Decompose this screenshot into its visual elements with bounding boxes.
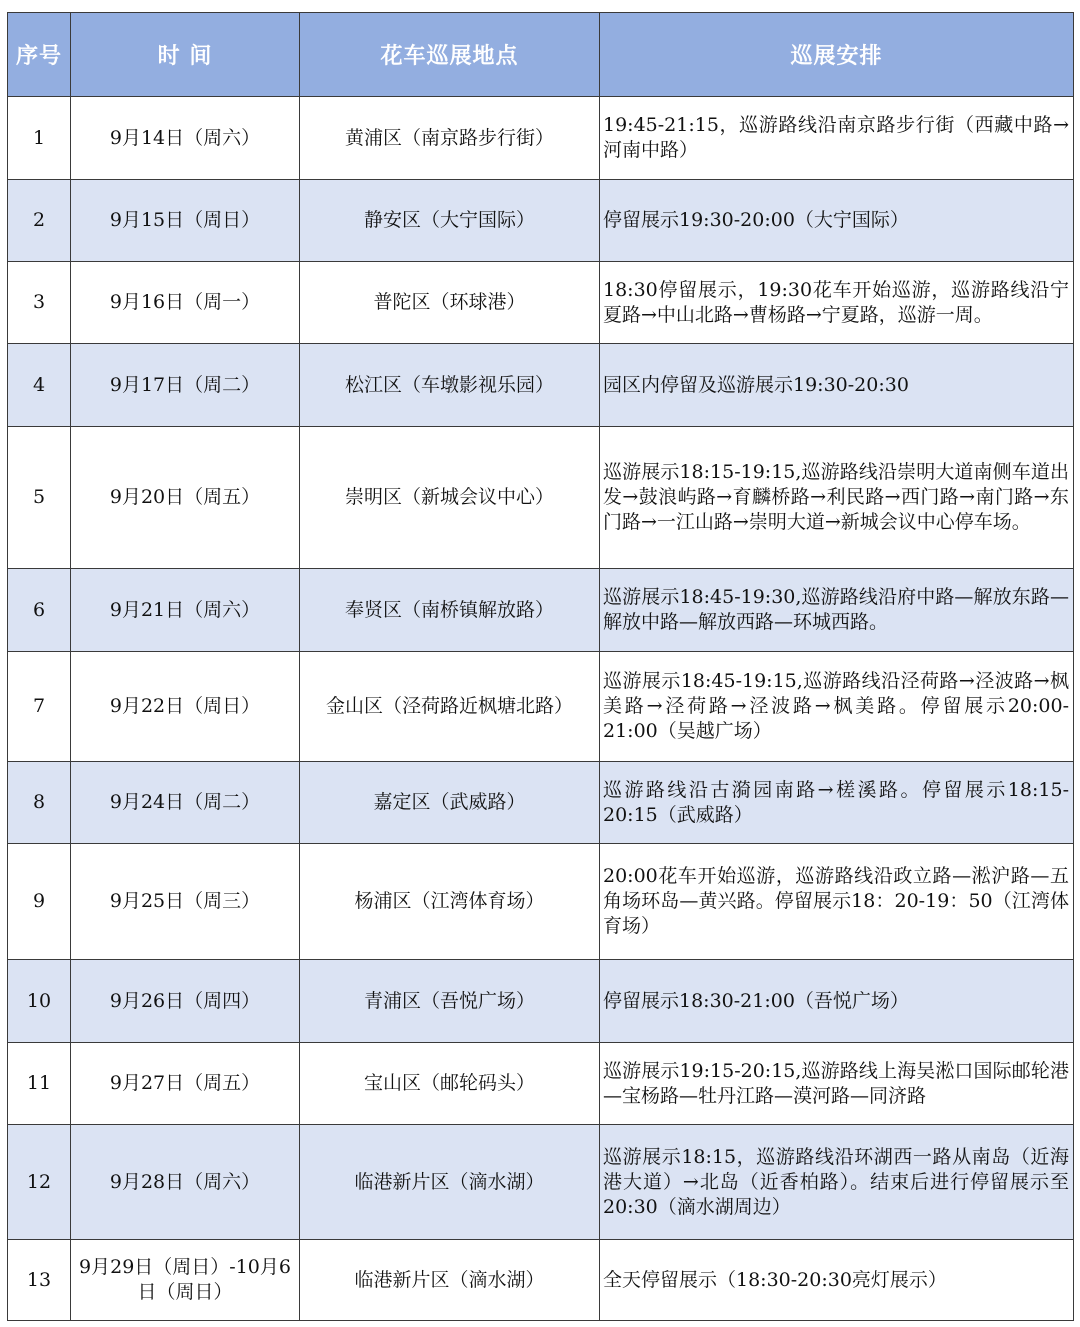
row-index: 8 <box>8 762 71 844</box>
row-location: 松江区（车墩影视乐园） <box>300 344 600 427</box>
table-row <box>8 960 1074 1043</box>
row-index: 11 <box>8 1043 71 1125</box>
float-parade-schedule-table <box>7 12 1074 1321</box>
row-arrangement: 巡游路线沿古漪园南路→槎溪路。停留展示18:15-20:15（武威路） <box>600 762 1074 844</box>
row-arrangement: 停留展示19:30-20:00（大宁国际） <box>600 180 1074 262</box>
row-arrangement: 全天停留展示（18:30-20:30亮灯展示） <box>600 1240 1074 1321</box>
row-arrangement: 巡游展示18:15，巡游路线沿环湖西一路从南岛（近海港大道）→北岛（近香柏路）。结束后进行停留展示至20:30（滴水湖周边） <box>600 1125 1074 1240</box>
header-index: 序号 <box>8 13 71 97</box>
table-row <box>8 1125 1074 1240</box>
table-row <box>8 652 1074 762</box>
table-row <box>8 1043 1074 1125</box>
row-index: 4 <box>8 344 71 427</box>
row-index: 1 <box>8 97 71 180</box>
table-row <box>8 97 1074 180</box>
row-index: 9 <box>8 844 71 960</box>
row-location: 普陀区（环球港） <box>300 262 600 344</box>
row-index: 6 <box>8 569 71 652</box>
row-date: 9月27日（周五） <box>71 1043 300 1125</box>
row-date: 9月17日（周二） <box>71 344 300 427</box>
row-location: 青浦区（吾悦广场） <box>300 960 600 1043</box>
row-arrangement: 巡游展示18:45-19:15,巡游路线沿泾荷路→泾波路→枫美路→泾荷路→泾波路→枫美路。停留展示20:00-21:00（吴越广场） <box>600 652 1074 762</box>
row-location: 临港新片区（滴水湖） <box>300 1240 600 1321</box>
row-date: 9月26日（周四） <box>71 960 300 1043</box>
header-location: 花车巡展地点 <box>300 13 600 97</box>
table-header-row <box>8 13 1074 97</box>
table-row <box>8 180 1074 262</box>
row-date: 9月24日（周二） <box>71 762 300 844</box>
row-location: 黄浦区（南京路步行街） <box>300 97 600 180</box>
table-row <box>8 1240 1074 1321</box>
row-location: 宝山区（邮轮码头） <box>300 1043 600 1125</box>
row-date: 9月22日（周日） <box>71 652 300 762</box>
row-index: 12 <box>8 1125 71 1240</box>
table-row <box>8 427 1074 569</box>
row-index: 7 <box>8 652 71 762</box>
row-location: 金山区（泾荷路近枫塘北路） <box>300 652 600 762</box>
row-location: 奉贤区（南桥镇解放路） <box>300 569 600 652</box>
row-location: 崇明区（新城会议中心） <box>300 427 600 569</box>
row-date: 9月16日（周一） <box>71 262 300 344</box>
table-row <box>8 262 1074 344</box>
row-location: 临港新片区（滴水湖） <box>300 1125 600 1240</box>
row-arrangement: 停留展示18:30-21:00（吾悦广场） <box>600 960 1074 1043</box>
row-date: 9月29日（周日）-10月6日（周日） <box>71 1240 300 1321</box>
row-index: 13 <box>8 1240 71 1321</box>
row-location: 嘉定区（武威路） <box>300 762 600 844</box>
schedule-document <box>7 12 1073 1321</box>
row-date: 9月14日（周六） <box>71 97 300 180</box>
row-index: 10 <box>8 960 71 1043</box>
table-row <box>8 762 1074 844</box>
table-row <box>8 569 1074 652</box>
row-arrangement: 巡游展示19:15-20:15,巡游路线上海吴淞口国际邮轮港—宝杨路—牡丹江路—漠河路—同济路 <box>600 1043 1074 1125</box>
row-index: 5 <box>8 427 71 569</box>
table-row <box>8 344 1074 427</box>
table-row <box>8 844 1074 960</box>
row-arrangement: 巡游展示18:45-19:30,巡游路线沿府中路—解放东路—解放中路—解放西路—环城西路。 <box>600 569 1074 652</box>
row-date: 9月28日（周六） <box>71 1125 300 1240</box>
row-date: 9月15日（周日） <box>71 180 300 262</box>
row-arrangement: 园区内停留及巡游展示19:30-20:30 <box>600 344 1074 427</box>
row-date: 9月21日（周六） <box>71 569 300 652</box>
row-index: 2 <box>8 180 71 262</box>
row-date: 9月25日（周三） <box>71 844 300 960</box>
header-arrangement: 巡展安排 <box>600 13 1074 97</box>
row-arrangement: 20:00花车开始巡游，巡游路线沿政立路—淞沪路—五角场环岛—黄兴路。停留展示18：20-19：50（江湾体育场） <box>600 844 1074 960</box>
row-location: 静安区（大宁国际） <box>300 180 600 262</box>
row-arrangement: 18:30停留展示，19:30花车开始巡游，巡游路线沿宁夏路→中山北路→曹杨路→宁夏路，巡游一周。 <box>600 262 1074 344</box>
header-time: 时 间 <box>71 13 300 97</box>
row-arrangement: 巡游展示18:15-19:15,巡游路线沿崇明大道南侧车道出发→鼓浪屿路→育麟桥路→利民路→西门路→南门路→东门路→一江山路→崇明大道→新城会议中心停车场。 <box>600 427 1074 569</box>
row-location: 杨浦区（江湾体育场） <box>300 844 600 960</box>
row-arrangement: 19:45-21:15，巡游路线沿南京路步行街（西藏中路→河南中路） <box>600 97 1074 180</box>
row-index: 3 <box>8 262 71 344</box>
row-date: 9月20日（周五） <box>71 427 300 569</box>
